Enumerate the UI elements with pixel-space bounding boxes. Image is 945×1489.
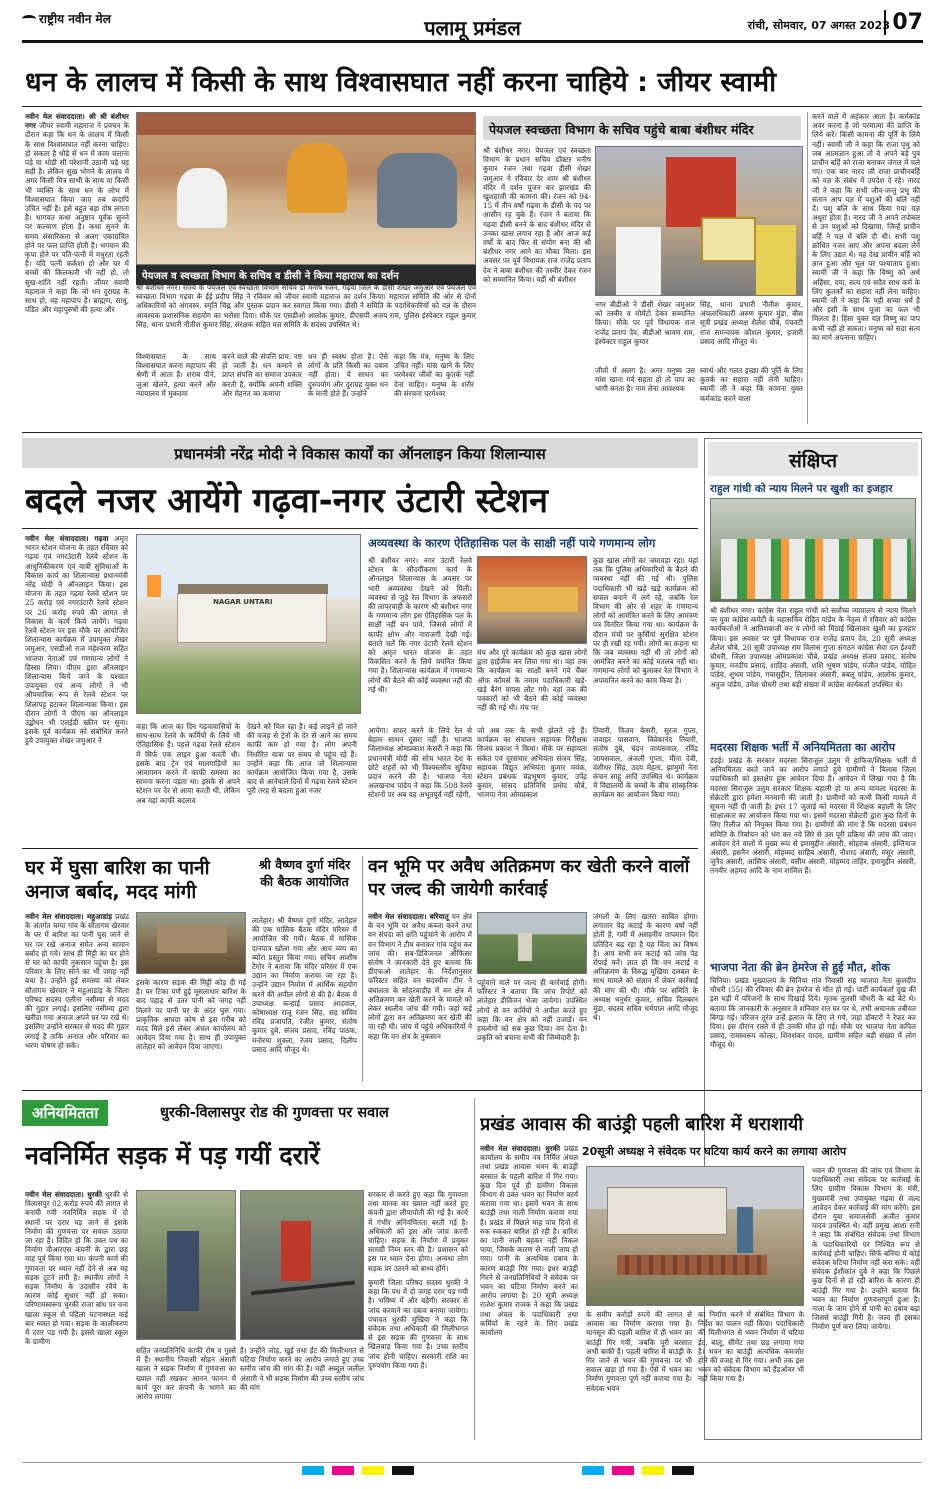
brief-headline-1: राहुल गांधी को न्याय मिलने पर खुशी का इजहार bbox=[710, 483, 893, 495]
story1-photo bbox=[136, 112, 476, 265]
road-crack bbox=[251, 1281, 355, 1296]
swatch-black bbox=[392, 1466, 414, 1475]
story8-subhead: 20सूत्री अध्यक्ष ने संवेदक पर घटिया कार्य करने का लगाया आरोप bbox=[582, 1145, 847, 1158]
inspector-figure bbox=[281, 1221, 311, 1281]
section-title: पलामू प्रमंडल bbox=[424, 16, 521, 40]
story5-divider bbox=[362, 856, 363, 1082]
story6-headline: वन भूमि पर अवैध अतिक्रमण कर खेती करने वालों पर जल्द की जायेगी कार्रवाई bbox=[368, 857, 690, 900]
brief-title: संक्षिप्त bbox=[708, 442, 918, 476]
station-roof bbox=[178, 584, 328, 594]
masthead-text: राष्ट्रीय नवीन मेल bbox=[39, 12, 111, 26]
story2-right-col: करने वाले में अहंकार आता है। कर्मकांड अवर करना है जो परमात्मा की प्राप्ति के लिये करें। किसी कामना की पूर्ति के लिये नहीं। स्वामी जी ने कहा कि राजा पृथु को जब आत्मज्ञान हुआ तो वे अपने बड़े पुत्र प्राचीन बर्हि को राजा बनाकर जंगल में चले गए। एक बार नारद जी राजा प्राचीनबर्हि को यज्ञ के संबंध में उपदेश दे रहे। नारद जी ने कहा कि सभी जीव-जन्तु प्रभु की संतान आप यज्ञ में पशुओं की बलि नहीं दें। पशु बलि के साथ किया गया यज्ञ अधूरा होता है। नारद जी ने अपने तपोबल से उन पशुओं को दिखाया, जिन्हें प्राचीन बर्हि ने यज्ञ में बलि दी थी। सभी पशु क्रोधित नजर आए और अपना बदला लेने के लिए उद्यत थे। यह देख प्राचीन बर्हि को ज्ञान हुआ और भूल पर पश्चाताप हुआ। स्वामी जी ने कहा कि विष्णु को अर्थ अहिंसा, दया, सत्य एवं सदैव साथ कर्म के लिए कुतर्कों का सहारा नहीं लेना चाहिए। स्वामी जी ने कहा कि यही सच्चा धर्म है और इसी के साथ पूजा का फल भी मिलता है। हिंसा युक्त यज्ञ विष्णु का पाप कभी नहीं हो सकता। मनुष्य को सदा सत्य का मार्ग अपनाना चाहिए। bbox=[812, 112, 920, 342]
story8-col-4: भवन की गुणवत्ता की जांच एवं विभाग के पदाधिकारी तथा संवेदक पर कार्रवाई के लिए ग्रामीण विकास विभाग के मंत्री, मुख्यमंत्री तथा उपायुक्त गढ़वा से जल्द आवेदन देकर कार्रवाई की मांग करेंगे। इस दौरान युवा समाजसेवी अजीत कुमार यादव उपस्थित थे। वहीं प्रमुख आशा रानी ने कहा कि संबंधित संवेदक तथा विभाग के पदाधिकारियों पर निश्चित रूप से कार्रवाई होनी चाहिए। सिर्फ बनिया में कोई संवेदक घटिया निर्माण नहीं करा सके। वहीं संवेदक ईशीकांत दुबे ने कहा कि पिछले कुछ दिनों से हो रही बारिश के कारण ही बाउंड्री गिर गया है। उन्होंने बताया कि भवन का निर्माण गुणवत्तापूर्ण हुआ है। नाला के जाम होने से पानी का दबाव बढ़ा जिससे बाउंड्री गिरी है। जल्द ही इसका निर्माण पूर्ण करा लिया जायेगा। bbox=[812, 1166, 920, 1332]
stage-backdrop bbox=[137, 113, 476, 135]
story6-body-2: पहुंचाने वाले पर जल्द ही कार्रवाई होगी। फॉरेस्टर ने बताया कि जांच रिपोर्ट को लातेहार डीविजन भेजा जायेगा। उपस्थित लोगों से वन कर्मियों ने अपील करते हुए कहा कि वन क्षेत्र को नहीं उजाड़ें। वन हमलोगों को सब कुछ दिया। वन देता है। प्रकृति को बचाना सभी की जिम्मेदारी है। bbox=[477, 978, 587, 1043]
priest-figure bbox=[756, 225, 796, 296]
story6-body bbox=[368, 912, 472, 1082]
story1-bottom-col-1: विश्वासघात के साथ विश्वासघात करना महापाप की श्रेणी में आता है। शराब पीने, जुआ खेलने, हत्या करने और न्यायालय में मुकदमा bbox=[136, 352, 216, 398]
story3-rule bbox=[22, 528, 698, 529]
story3-bottom-col-5: तिवारी, विजय केसरी, सुरज गुप्ता, जवाहर पासवान, विवेकानंद तिवारी, संतोष दुबे, चंदन जायसवाल, रविंद्र जायसवाल, अंजली गुप्ता, मीना देवी, वंशीधर सिंह, उदय मेहता, झामुमो नेता कंचन साहू आदि उपस्थित थे। कार्यक्रम में विद्यालयों के बच्चों के बीच सांस्कृतिक कार्यक्रम का आयोजन किया गया। bbox=[593, 726, 698, 800]
story4-headline: घर में घुसा बारिश का पानी अनाज बर्बाद, मदद मांगी bbox=[25, 857, 210, 903]
story7-byline: नवीन मेल संवाददाता। धुरकी bbox=[25, 1190, 102, 1199]
swatch-cyan bbox=[302, 1466, 324, 1475]
swatch-magenta bbox=[332, 1466, 354, 1475]
dateline: रांची, सोमवार, 07 अगस्त 2023 bbox=[747, 19, 890, 32]
swatch-black-2 bbox=[672, 1466, 694, 1475]
story3-sub-body-2: मंच और पूरे कार्यक्रम को कुछ खास लोगों द्वारा हाईजैक कर लिया गया था। वहां तक कि कार्यक्रम का साक्षी बनने गये चैंबर ऑफ कॉमर्स के तमाम पदाधिकारी खड़े-खड़े बैरंग वापस लौट गये। वहां तक की पत्रकारों को भी बैठने की कोई व्यवस्था नहीं की गई थी। मंच पर bbox=[477, 648, 587, 713]
story3-top-rule bbox=[22, 432, 922, 433]
brief-body-3: चिनिया। प्रखंड मुख्यालय के चिनिया गांव निवासी सह भाजपा नेता कुलदीप चौधरी (55) की रविवार की ब्रेन हेमरेज से मौत हो गई। पार्टी कार्यकर्ता दुख की इस घड़ी में परिजनों के साथ दिखाई दिये। मृतक तुलसी चौधरी के बड़े बेटे थे। बताया कि जानकारी के अनुसार वे शनिवार रात घर पर थे, तभी अचानक तबीयत बिगड़ गई। परिजन तुरंत उन्हें इलाज के लिए ले गये, जहां डॉक्टरों ने रेफर कर दिया। इस दौरान रास्ते में ही उनकी मौत हो गई। मौके पर भाजपा नेता कपिल प्रसाद, रामस्वरूप कोल्हा, शिवशंकर यादव, ग्रामीण सहित बड़ी संख्या में लोग मौजूद थे। bbox=[710, 976, 916, 1050]
swatch-magenta-2 bbox=[612, 1466, 634, 1475]
story7-col-4: कुमारी जिला परिषद सदस्य धुरकी ने कहा कि पथ में दो जगह दरार पड़ गयी है। भविष्य में और बड़ेगी। सरकार से जांच करवाने का दबाव बनाया जायेगा। पंचायत धुरकी मुखिया ने कहा कि संवेदक तथा अधिकारी की मिलीभगत से इस सड़क की गुणवत्ता के साथ खिलवाड़ किया गया है। उच्च स्तरीय जांच होनी चाहिए। सरकारी राशि का दुरुपयोग किया गया है। bbox=[368, 1278, 468, 1370]
story1-byline: नवीन मेल संवाददाता। श्री श्री बंशीधर नगर bbox=[25, 112, 129, 131]
story3-event-photo bbox=[477, 556, 587, 644]
marigold-decoration bbox=[488, 587, 578, 612]
swatch-cyan-2 bbox=[582, 1466, 604, 1475]
story2-photo bbox=[595, 146, 803, 296]
story4-photo bbox=[136, 912, 246, 974]
crowd-with-flags bbox=[721, 539, 911, 599]
story6-photo bbox=[477, 912, 587, 974]
story1-body bbox=[25, 112, 129, 424]
official-figure bbox=[177, 168, 227, 228]
station-building bbox=[177, 593, 327, 643]
story7-body-text: धुरकी से विलासपुर 02 करोड़ रुपये की लागत से बनायी गयी नवनिर्मित सड़क में दो स्थानों पर दरार पड़ जाने से इसके निर्माण की गुणवत्ता पर सवाल उठाया जा रहा है। विदित हो कि उक्त पथ का निर्माण वीआरएस कंपनी के द्वारा छह माह पूर्व किया गया था। कंपनी कार्य की गुणवत्ता पर ध्यान नहीं देने से अब यह सड़क टूटने लगी है। स्थानीय लोगों ने सड़क निर्माण के उदासीन रवैये के कारण कोई सुधार नहीं हो सका। परिणामस्वरूप धुरकी राजा बांध पर वना खाला स्कूल से पहिला घटनास्थल कई बार ध्वस्त हो गया। सड़क के कालीकरण में दरार पड़ गयी है। इससे खाला स्कूल के ग्रामीण bbox=[25, 1190, 128, 1347]
story8-col-2: के समीप करोड़ों रुपये की लागत से आवास का निर्माण कराया गया है। मानसून की पहली बारिश में ही भवन का बाउंड्री गिर गयी, जबकि पूरी बरसात अभी बाकी है। पहली बारिश में बाउंड्री के गिर जाने से भवन की गुणवत्ता पर भी सवाल खड़ा हो गया है। ऐसे में भवन का निर्माण गुणवत्ता पूर्ण नहीं कराया गया है। संवेदक भवन bbox=[586, 1310, 692, 1393]
story1-photo-caption: पेयजल व स्वच्छता विभाग के सचिव व डीसी ने किया महाराज का दर्शन bbox=[136, 265, 476, 285]
story1-body-text: जीयर स्वामी महाराज ने प्रवचन के दौरान कहा कि धन के लालच में किसी के साथ विश्वासघात नहीं करना चाहिए। हो सकता है थोड़े से धन में काम चलाना पड़े या थोड़ी सी परेशानी उठानी पड़े यह सही है। लेकिन सुख भोगने के लालच में अगर किसी मित्र साथी के साथ या किसी भी व्यक्ति के साथ धन के लोभ में विश्वासघात किया जाए तब कदापि उचित नहीं है। इसे बहुत बड़ा दोष लगता है। भागवत कथा अनुष्ठान पूर्वक सुनने पर कल्याण होता है। कथा सुनने के समय संसारिकता से अलग एकाग्रचित होने पर फल प्राप्ति होती है। भगवान की कृपा होने पर पति-पत्नी में मधुरता रहती है। यदि पत्नी कर्कशा हो और घर में बच्चों की किलकारी भी नहीं हो, तो सुख-शांति नहीं रहती। जीयर स्वामी महाराज ने कहा कि जो धन दुराग्रह के साथ हो, वह महापाप है। ब्राह्मण, साधु, पंडित और महापुरुषों की हत्या और bbox=[25, 121, 129, 315]
story3-subhead: अव्यवस्था के कारण ऐतिहासिक पल के साक्षी नहीं पाये गणमान्य लोग bbox=[368, 536, 656, 550]
block-building bbox=[607, 1187, 727, 1235]
mud-house bbox=[157, 925, 227, 953]
story8-band: प्रखंड आवास की बाउंड्री पहली बारिश में धराशायी bbox=[480, 1114, 803, 1135]
story8-photo bbox=[586, 1166, 804, 1306]
story4-body-2: इसके कारण सड़क की मिट्टी कोड़ दी गई है। घर टिका पर्ण हुई मूसलाधार बारिश के बाद पहाड़ से उतर पानी को जगह नहीं मिलने पर पानी घर के अंदर घुस गया। प्राकृतिक आपदा कोष से इस गरीब को मदद मिले इसे लेकर अंचल कार्यालय को आवेदन दिया गया है। साथ ही उपायुक्त लातेहार को आवेदन दिया जाएगा। bbox=[136, 978, 246, 1052]
official-figure-2 bbox=[616, 227, 661, 296]
story5-headline: श्री वैष्णव दुर्गा मंदिर की बैठक आयोजित bbox=[258, 857, 351, 889]
tricolor-flag bbox=[147, 575, 161, 597]
story1-bottom-col-4: कहा कि मंत्र, मनुष्य के लिए उचित नहीं। मांस खाने के लिए परमेश्वर जीवों का कुतर्क नहीं देना चाहिए। मनुष्य के शरीर की संरचना परमेश्वर bbox=[394, 352, 474, 398]
story1-caption-body: श्री बंशीधर नगर। राज्य के पेयजल एवं स्वच्छता विभाग सचिव डॉ मनीष रंजन, गढ़वा जिले के डीसी शेखर जमुआर एवं पेयजल एवं स्वच्छता विभाग गढ़वा के ईई प्रदीप सिंह ने रविवार को जीयर स्वामी महाराज का दर्शन किया। महाराज समिति की ओर से दोनों अधिकारियों को अंगवस्त्र, स्मृति चिह्न और पुस्तक प्रदान कर स्वागत किया गया। डीसी ने समिति के पदाधिकारियों को यज्ञ के दौरान आवश्यक प्रशासनिक सहयोग का भरोसा दिया। मौके पर एसडीओ आलोक कुमार, डीएसपी अजय राम, पुलिस इंस्पेक्टर राहुल कुमार सिंह, थाना प्रभारी नीतीश कुमार सिंह, संरक्षक सहित यज्ञ समिति के सदस्य उपस्थित थे। bbox=[136, 283, 476, 329]
story7-divider bbox=[474, 1098, 475, 1440]
story4-top-rule bbox=[22, 848, 698, 849]
story3-bottom-col-4: जो अब तक के सभी झेलते रहे हैं। कार्यक्रम का संचालन सहायक निरीक्षक विजय प्रकाश ने किया। मौके पर सहायता संकेत एवं दूरसंचार अभियंता संजय सिंह, सहायक विद्युत अभियंता कुमार मयंक, स्टेशन प्रबंधक चंद्रभूषण कुमार, उपेंद्र कुमार, सांसद प्रतिनिधि प्रमोद चौबे, भाजपा नेता ओमप्रकाश bbox=[477, 726, 587, 800]
story6-body-text: वन क्षेत्र के वन भूमि पर अवैध कब्जा करने तथा वन संपदा को क्षति पहुंचाने के आरोप में वन विभाग ने टीम बनाकर गांव पहुंच कर जांच की। सब-डिविजनल ऑफिसर संतोष ने जानकारी देते हुए बताया कि डीएफओ लातेहार के निर्देशानुसार फॉरेस्टर सहित वन सदस्यीय टीम ने बघालता के सोहरवाडीह में वन क्षेत्र में अतिक्रमण कर खेती करने के मामले को लेकर स्थलीय जांच की गयी। जहां कई लोगों द्वारा वन अतिक्रमण कर खेती की जा रही थी। जांच में पहुंचे अधिकारियों ने कहा कि वन क्षेत्र के नुकसान bbox=[368, 912, 472, 1041]
story7-bottom-col-2: है। उन्होंने जोड़, खुई तथा ईंट की मिलीभगत से घटिया निर्माण करने का आरोप लगाते हुए उच्च स्तरीय जांच की मांग की है। वहीं अब्दुल जलील अंसारी ने भी सड़क निर्माण की उच्च स्तरीय जांच की मांग bbox=[240, 1346, 364, 1392]
story2-strip: जीवों में अलग है। अगर मनुष्य उस मांस खाना गर्व सहता हो तो पाप का भागी बनता है। नाम लेना आवश्यक bbox=[595, 366, 695, 394]
header-rule bbox=[22, 40, 923, 43]
story3-headline: बदले नजर आयेंगे गढ़वा-नगर उंटारी स्टेशन bbox=[25, 481, 548, 521]
story8-byline: नवीन मेल संवाददाता। धुरकी bbox=[480, 1144, 560, 1153]
story6-body-3: जंगलों के लिए खतरा साबित होगा। लगातार पेड़ कटाई के कारण वर्षा नहीं होती है, गर्मी में असहनीय तापमान दिन प्रतिदिन बढ़ रहा है यह चिंता का विषय है। आप सभी वन कटाई को जांच पेड़ रोपाई करें। ज्ञात हो कि वन कटाई व अतिक्रमण के विरुद्ध मुखिया दलबल के साथ मामले को संज्ञान में लेकर कार्रवाई की मांग की थी। मौके पर समिति के अध्यक्ष धनुर्धर कुमार, सचिव दिलबरन मुंडा, सदस्य सचिव धर्मपाल आदि मौजूद थे। bbox=[593, 912, 698, 1023]
story6-byline: नवीन मेल संवाददाता। बरियातू bbox=[368, 912, 449, 921]
story1-headline: धन के लालच में किसी के साथ विश्वासघात नहीं करना चाहिये : जीयर स्वामी bbox=[25, 67, 777, 98]
story1-bottom-col-3: धन ही स्वस्थ होता है। ऐसे लोगों के प्रति किसी का दबाव नहीं होता। ये साधन का दुरुपयोग और दुराग्रह युक्त धन के मानी होते हैं। उन्होंने bbox=[308, 352, 388, 398]
story4-byline: नवीन मेल संवाददाता। महुआडांड़ bbox=[25, 912, 113, 921]
story8-col-3: का निर्माण करने में संबंधित विभाग के निर्देश का पालन नहीं किया। पदाधिकारी की मिलीभगत से भवन निर्माण में घटिया ईंट, बालू, सीमेंट तथा छड़ लगाया गया है। भवन का बाउंड्री अत्यधिक कमजोर होने की वजह से गिर गया। अभी तक इस भवन को संवेदक विभाग को हैंडओवर भी नहीं किया गया है। bbox=[698, 1310, 804, 1384]
story7-photo-1 bbox=[136, 1190, 236, 1340]
story7-col-3: सरकार से करते हुए कहा कि गुणवत्ता तथा मानक का ख्याल नहीं करते हुए कंपनी द्वारा लीपापोती की गई है। कार्य में गंभीर अनियमितता बरती गई है। अधिकारी को इस ओर जांच करनी चाहिए। सड़क के निर्माण में प्रयुक्त सामग्री निम्न स्तर की है। प्रशासन को इस पर ध्यान देना होगा। अन्यथा लोग सड़क पर उतरने को बाध्य होंगे। bbox=[368, 1190, 468, 1273]
story7-tag: अनियमितता bbox=[22, 1100, 108, 1126]
story7-body bbox=[25, 1190, 128, 1440]
swatch-yellow bbox=[362, 1466, 384, 1475]
swatch-yellow-2 bbox=[642, 1466, 664, 1475]
brief-body-2: डंडई। प्रखंड के सरकार मदरसा सिराजुल उलूम में हाफिज/शिक्षक भर्ती में अनियमितता बरते जाने का आरोप लगाते हुये ग्रामीणों ने विलास जिला पदाधिकारी को इस्तक्षेप हुक आवेदन दिया है। आवेदन में लिखा गया है कि मदरसा सिराजुल उलूम सरकार शिक्षक बहाली हो या अन्य मामला मदरसा के सेक्रेटरी द्वारा हमेशा मनमानी की जाती है। ग्रामीणों को कभी किसी मामले में सूचना नहीं दी जाती है। इधर 17 जुलाई को मदरसा में शिक्षक बहाली के लिए साक्षात्कार का आयोजन किया गया था। इसमें मदरसा सेक्रेटरी द्वारा कुछ दिनों के लिए रिलीज को नियुक्त किया गया है। ग्रामीणों की मांग है कि मदरसा प्रबंधन समिति के निर्वाचन को भंग कर नये सिरे से उस पूरी प्रक्रिया की जांच की जाए। आवेदन देने वालों में मुख्य रूप से इमामुद्दीन अंसारी, सोहराब अंसारी, इम्तियाज अंसारी, हसनैन अंसारी, मोहम्मद साहिब अंसारी, नौशाद अंसारी, मंसूर अंसारी, जुनैद अंसारी, आसिफ अंसारी, वसीम अंसारी, मोहम्मद ताहिर, इमामुद्दीन अंसारी, तनवीर अहमद आदि के नाम शामिल हैं। bbox=[710, 756, 916, 876]
story2-divider bbox=[807, 112, 808, 424]
story2-body-2: नगर बीडीओ ने डीसी शेखर जमुआर को तस्वीर व मोमेंटो देकर सम्मानित किया। मौके पर पूर्व विधायक राज राजेंद्र प्रताप देव, बीडीओ श्रावण राम, इंस्पेक्टर राहुल कुमार bbox=[595, 300, 695, 346]
story2-headline: पेयजल स्वच्छता विभाग के सचिव पहुंचे बाबा बंशीधर मंदिर bbox=[483, 116, 801, 140]
story7-photo-2 bbox=[240, 1190, 364, 1340]
story3-sub-body-3: कुछ खास लोगों का जमावड़ा रहा। यहां तक कि पुलिस अधिकारियों के बैठने की व्यवस्था नहीं की गई थी। पुलिस पदाधिकारी भी खड़े खड़े कार्यक्रम को सफल बनाने में लगे रहे, जबकि रेल विभाग की ओर से शहर के गणमान्य लोगों को आमंत्रित करने के लिए आमंत्रण पत्र वितरित किया गया था। कार्यक्रम के दौरान मंचों पर कुर्सियां सुरक्षित स्टेशन पर ही रखी रह गयीं। लोगों का कहना था कि जब व्यवस्था नहीं थी तो लोगों को आमंत्रित करने का कोई मतलब नहीं था। गणमान्य लोगों को बुलाकर रेल विभाग ने अपमानित करने का काम किया है। bbox=[593, 556, 698, 685]
story1-bottom-col-2: करने वाले की संपत्ति प्राय: नष्ट हो जाती है। धन कमाने से प्राप्त संपत्ति का समाज उपकार करती है, क्योंकि अपनी शक्ति और मेहनत का कमाया bbox=[222, 352, 302, 398]
story8-body-text: प्रखंड कार्यालय के समीप नव निर्मित अंचल तथा प्रखंड आवास भवन के बाउंड्री बरसात के पहली बारिश में गिर गया। कुछ दिन पूर्व ही ग्रामीण विकास विभाग से उक्त भवन का निर्माण कार्य कराया गया था। इसमें भवन के साथ बाउंड्री तथा नाली निर्माण कराया गया है। प्रखंड में पिछले माह पांच दिनों से रुक रुककर बारिश हो रही है। बारिश का पानी नाली बहकर नहीं निकल पाया, जिसके कारण से नाली जाम हो गया। पानी के अत्यधिक दबाव के कारण बाउंड्री गिर गया। इधर बाउंड्री गिरने से जनप्रतिनिधियों ने संवेदक पर भवन का घटिया निर्माण करने का आरोप लगाया है। 20 सूत्री अध्यक्ष राजेश कुमार राजक ने कहा कि प्रखंड तथा अंचल के पदाधिकारी तथा कर्मियों के रहने के लिए प्रखंड कार्यालय bbox=[480, 1144, 578, 1338]
registration-bar bbox=[22, 1462, 922, 1476]
story3-body bbox=[25, 534, 128, 840]
man-standing bbox=[737, 1207, 753, 1253]
story3-sub-body: श्री बंशीधर नगर। नगर उंटारी रेलवे स्टेशन के सौंदर्यीकरण कार्य के ऑनलाइन शिलान्यास के अवसर पर भारी अव्यवस्था देखने को मिली। व्यवस्था से जुड़े रेल विभाग के अफसरों की लापरवाही के कारण श्री बंशीधर नगर के गणमान्य लोग इस ऐतिहासिक पल के साक्षी नहीं बन पाये, जिससे लोगों में काफी क्षोभ और नाराजगी देखी गई। बताते चलें कि नगर उंटारी रेलवे स्टेशन को अमृत भारत योजना के तहत विकसित करने के लिये चयनित किया गया है। शिलान्यास कार्यक्रम में गणमान्य लोगों की बैठने की कोई व्यवस्था नहीं की गई थी। bbox=[368, 556, 472, 694]
story2-strip-2: स्वार्थ और गलत इच्छा की पूर्ति के लिए कुतर्क का सहारा नहीं लेनी चाहिए। स्वामी जी ने कहा कि कामना युक्त कर्मकांड करने वाला bbox=[700, 366, 803, 403]
framed-picture bbox=[701, 217, 756, 262]
story3-byline: नवीन मेल संवाददाता। गढ़वा bbox=[25, 534, 109, 543]
story2-body-3: सिंह, थाना प्रभारी नीतीश कुमार, अंचलाधिकारी अरुण कुमार मुंडा, बीस सूत्री प्रखंड अध्यक्ष शैलेश चौबे, पंचवटी राज समन्वयक कौशल कुमार, हजारी प्रसाद आदि मौजूद थे। bbox=[700, 300, 803, 346]
story3-band: प्रधानमंत्री नरेंद्र मोदी ने विकास कार्यों का ऑनलाइन किया शिलान्यास bbox=[22, 438, 698, 468]
brief-headline-2: मदरसा शिक्षक भर्ती में अनियमितता का आरोप bbox=[710, 741, 895, 754]
story4-body-text: प्रखंड के अंतर्गत चम्पा गांव के सौतागम खेरवार के घर में बारिश का पानी घुस जाने से घर पर रखे अनाज समेत अन्य सामान बर्बाद हो गये। साथ ही मिट्टी का घर होने से घर को काफी नुकसान पहुंचा है। इस परिवार के लिए सोने का भी जगह नहीं बचा है। उन्होंने हुई समस्या को लेकर सौतागम खेरवार ने महुआडांड़ के जिला परिषद सदस्य एलीना नसीम्या से मदद की गुहार लगाई। इसलिए नसीम्या द्वारा खरीदा गया अनाज अपने घर पर रखे थे। इसलिए उन्होंने सरकार से मदद की गुहार लगाई है ताकि अनाज और परिवार का भरण पोषण हो सके। bbox=[25, 912, 129, 1050]
story3-body-text: अमृत भारत स्टेशन योजना के तहत रविवार को गढ़वा एवं नगरउंटारी रेलवे स्टेशन के आधुनिकीकरण एवं यात्री सुविधाओं के विकास कार्य का शिलान्यास प्रधानमंत्री नरेंद्र मोदी ने ऑनलाइन किया। इस योजना के तहत गढ़वा रेलवे स्टेशन पर 25 करोड़ एवं नगरउंटारी रेलवे स्टेशन पर 26 करोड़ रुपये की लागत से विकास के कार्य किये जायेंगे। गढ़वा रेलवे स्टेशन पर इस मौके पर आयोजित शिलान्यास कार्यक्रम में उपायुक्त शेखर जमुआर, एसडीओ राज महेश्वरम सहित भाजपा नेताओं एवं गणमान्य लोगों ने हिस्सा लिया। पीएम द्वारा ऑनलाइन शिलान्यास किये जाने के पश्चात उपायुक्त एवं अन्य लोगों ने भी औपचारिक रूप से रेलवे स्टेशन पर शिलापट्ट हटाकर शिलान्यास किया। इस दौरान लोगों ने पीएम का ऑनलाइन उद्बोधन भी एलईडी स्क्रीन पर सुना। इसके पूर्व कार्यक्रम को संबोधित करते हुये उपायुक्त शेखर जमुआर ने bbox=[25, 534, 128, 746]
story1-rule bbox=[22, 106, 922, 107]
story5-body: लातेहार। श्री वैष्णव दुर्गा मंदिर, लातेहार की एक मासिक बैठक मंदिर परिसर में आयोजित की गयी। बैठक में मासिक दानपात्र खोला गया और आय व्यय का ब्योरा प्रस्तुत किया गया। सचिव आशीष टैगोर ने बताया कि मंदिर परिसर में एक उद्यान का निर्माण कराया जा रहा है। उन्होंने उद्यान निर्माण में आर्थिक सहयोग करने की अपील लोगों से की है। बैठक में उपाध्यक्ष कन्हाई प्रसाद आदवाल, कोषाध्यक्ष राजू रंजन सिंह, सह सचिव रविंद्र प्रजापति, रंजीत कुमार, संतोष कुमार दुबे, संजय प्रसाद, रविंद्र पाठक, मनोरमा शुक्ला, रंजय प्रसाद, दिलीप प्रसाद आदि मौजूद थे। bbox=[252, 916, 357, 1054]
forest-official bbox=[518, 933, 532, 961]
story7-top-rule bbox=[22, 1090, 922, 1091]
story4-body bbox=[25, 912, 129, 1082]
story2-body: श्री बंशीधर नगर। पेयजल एवं स्वच्छता विभाग के प्रधान सचिव डॉक्टर मनीष कुमार रंजन तथा गढ़वा डीसी शेखर जमुआर ने रविवार देर शाम श्री बंशीधर मंदिर में दर्शन पूजन कर झारखंड की खुशहाली की कामना की। रंजन को 94-15 में तीन वर्षों गढ़वा के डीसी के पद पर आसीन रह चुके हैं। रंजन ने बताया कि गढ़वा डीसी बनने के बाद बंशीधर मंदिर से उनका खास लगाव रहा है और आज कई वर्षों के बाद फिर से संयोग बना की श्री बंशीधर नगर आने का मौका मिला। इस अवसर पर पूर्व विधायक राज राजेंद्र प्रताप देव ने बाबा बंशीधर की तस्वीर देकर रंजन को सम्मानित किया। वहीं श्री बंशीधर bbox=[483, 146, 591, 284]
villager-figure bbox=[167, 1231, 199, 1311]
saint-figure bbox=[287, 143, 347, 213]
brief-headline-3: भाजपा नेता की ब्रेन हेमरेज से हुई मौत, शोक bbox=[710, 961, 890, 974]
story7-band: धुरकी-विलासपुर रोड की गुणवत्ता पर सवाल bbox=[160, 1105, 389, 1121]
station-signboard: NAGAR UNTARI bbox=[213, 598, 273, 606]
story7-headline: नवनिर्मित सड़क में पड़ गयीं दरारें bbox=[25, 1141, 320, 1170]
collapsed-wall bbox=[617, 1255, 767, 1275]
story3-bottom-col-2: देखने को मिल रहा है। कई लाइनें हो जाने की वजह से ट्रेनों के देर से आने का समय काफी कम हो गया है। लोग अपनी निर्धारित यात्रा पर समय से पहुंच रहे हैं। उन्होंने कहा कि आज जो शिलान्यास कार्यक्रम आयोजित किया गया है, उसके बाद से आनेवाले दिनों में गढ़वा रेलवे स्टेशन पूरी तरह से बदला हुआ नजर bbox=[247, 722, 357, 796]
story8-body bbox=[480, 1144, 578, 1440]
story3-station-render bbox=[136, 534, 361, 714]
group-figure bbox=[377, 153, 457, 228]
story3-bottom-col-1: कहा कि आज का दिन गढ़वावासियों के साथ-साथ रेलवे के कर्मियों के लिये भी ऐतिहासिक है। पहले गढ़वा रेलवे स्टेशन में सिर्फ एक लाइन हुआ करती थी। इसके बाद ट्रेन एवं मालगाड़ियों का आवागमन करने में काफी समस्या का सामना करना पड़ता था। इसके से अपने स्टेशन पर देर से आया करती थी, लेकिन अब यहां काफी बदलाव bbox=[136, 722, 240, 805]
brief-photo bbox=[710, 498, 916, 602]
story7-bottom-col-1: सहित जनप्रतिनिधि काफी रोष व गुस्से में हैं। स्थानीय निवासी सोहन अंसारी खाला ने सड़क निर्माण में गुणवत्ता का ख्याल नहीं रखकर आनन फानन में कार्य पूरा कर कंपनी के भागने का आरोप लगाया bbox=[136, 1346, 236, 1402]
brief-body-1: श्री बंशीधर नगर। कांग्रेस नेता राहुल गांधी को सर्वोच्च न्यायालय से न्याय मिलने पर युवा कांग्रेस कमेटी के महासचिव रोहित पांडेय के नेतृत्व में रविवार को कांग्रेस कार्यकर्ताओं ने आतिशबाजी कर व लोगों को मिठाई खिलाकर खुशी का इजहार किया। इस अवसर पर पूर्व विधायक राज राजेंद्र प्रताप देव, 20 सूत्री अध्यक्ष शैलेश चौबे, 20 सूत्री उपाध्यक्ष राम विलास गुप्ता संगठन कांग्रेस सेवा दल ईश्वरी चौधरी, जिला उपाध्यक्ष ओमप्रकाश चौबे, प्रखंड अध्यक्ष संजय प्रसाद, संतोष कुमार, मनदीप प्रसाद, शाहिद अंसारी, शशि भूषण पांडेय, मंजीत पांडेय, मोहित पांडेय, शुभम पांडेय, गयासुद्दीन, लिलाकर अंसारी, बबलू पांडेय, आलोक कुमार, अनुज पांडेय, उमेश चौधरी तथा बड़ी संख्या में कांग्रेस कार्यकर्ता उपस्थित थे। bbox=[710, 606, 916, 689]
story3-bottom-col-3: आयेगा। सफर करने के लिये रेल से बेहतर साधन दूसरा नहीं है। भाजपा जिलाध्यक्ष ओमप्रकाश केसरी ने कहा कि प्रधानमंत्री मोदी की सोच भारत देश के छोटे शहरों को भी विश्वस्तरीय सुविधा प्रदान करने की है। भाजपा नेता अलखनाथ पांडेय ने कहा कि 508 रेलवे स्टेशनों पर अब यह अभूतपूर्व नहीं रहेगी, bbox=[368, 726, 472, 800]
page-number: 07 bbox=[884, 10, 923, 35]
